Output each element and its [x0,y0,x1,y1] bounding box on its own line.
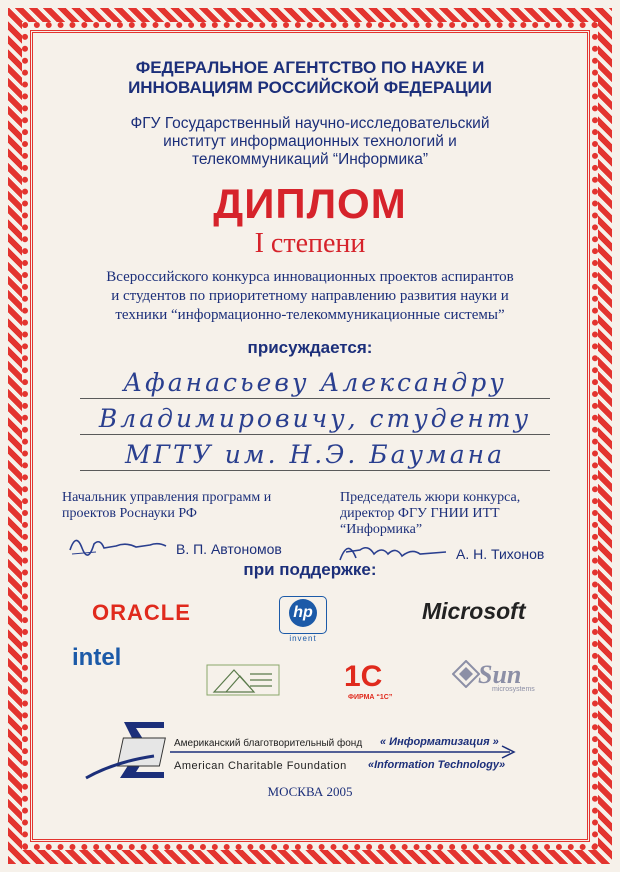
intel-logo: intel [72,644,122,671]
fund-brand-russian: « Информатизация » [380,736,499,748]
sun-microsystems-text: microsystems [492,686,535,693]
institute-heading [40,115,580,169]
right-role-line-2: директор ФГУ ГНИИ ИТТ [340,506,500,521]
microsoft-logo: Microsoft [422,598,526,624]
fund-name-english: American Charitable Foundation [174,760,347,772]
hp-invent-text: invent [289,634,317,643]
fund-brand-english: «Information Technology» [368,759,506,771]
right-signatory-role [340,490,580,538]
right-signatory-name: А. Н. Тихонов [456,546,545,562]
left-signatory-name: В. П. Автономов [176,541,282,557]
triangle-emblem-icon [206,664,280,696]
awarded-label: присуждается: [247,338,373,357]
institute-line-3: телекоммуникаций “Информика” [191,151,429,168]
fund-name-russian: Американский благотворительный фонд [174,738,363,749]
description-line-1: Всероссийского конкурса инновационных проектов аспирантов [106,269,514,285]
sigma-laptop-emblem-icon [84,716,524,786]
description-line-2: и студентов по приоритетному направлению развития науки и [111,288,509,304]
sun-diamond-icon [452,660,480,688]
institute-line-1: ФГУ Государственный научно-исследовательский [130,115,490,132]
recipient-line-1: Афанасьеву Александру [80,368,550,399]
left-role-line-1: Начальник управления программ и [62,490,272,505]
right-role-line-1: Председатель жюри конкурса, [340,490,521,505]
agency-line-1: ФЕДЕРАЛЬНОЕ АГЕНТСТВО ПО НАУКЕ И [135,58,485,77]
1c-logo: 1С [344,660,383,693]
diploma-title: ДИПЛОМ [213,180,407,227]
agency-heading [40,58,580,98]
oracle-logo: ORACLE [92,600,191,625]
institute-line-2: институт информационных технологий и [163,133,457,150]
left-signature-image [66,530,170,558]
recipient-line-2: Владимировичу, студенту [80,404,550,435]
city-year: МОСКВА 2005 [267,784,353,799]
description-line-3: техники “информационно-телекоммуникационные системы” [115,307,505,323]
agency-line-2: ИННОВАЦИЯМ РОССИЙСКОЙ ФЕДЕРАЦИИ [128,78,492,97]
hp-logo [279,596,327,634]
sun-logo: Sun [478,660,522,689]
support-label: при поддержке: [243,560,377,579]
diploma-degree: I степени [254,228,366,259]
hp-logo-mark: hp [289,599,317,627]
contest-description [50,268,570,325]
right-role-line-3: “Информика” [340,522,423,537]
left-role-line-2: проектов Роснауки РФ [62,506,197,521]
recipient-line-3: МГТУ им. Н.Э. Баумана [80,440,550,471]
1c-firm-text: ФИРМА “1С” [348,694,393,701]
left-signatory-role [62,490,332,522]
